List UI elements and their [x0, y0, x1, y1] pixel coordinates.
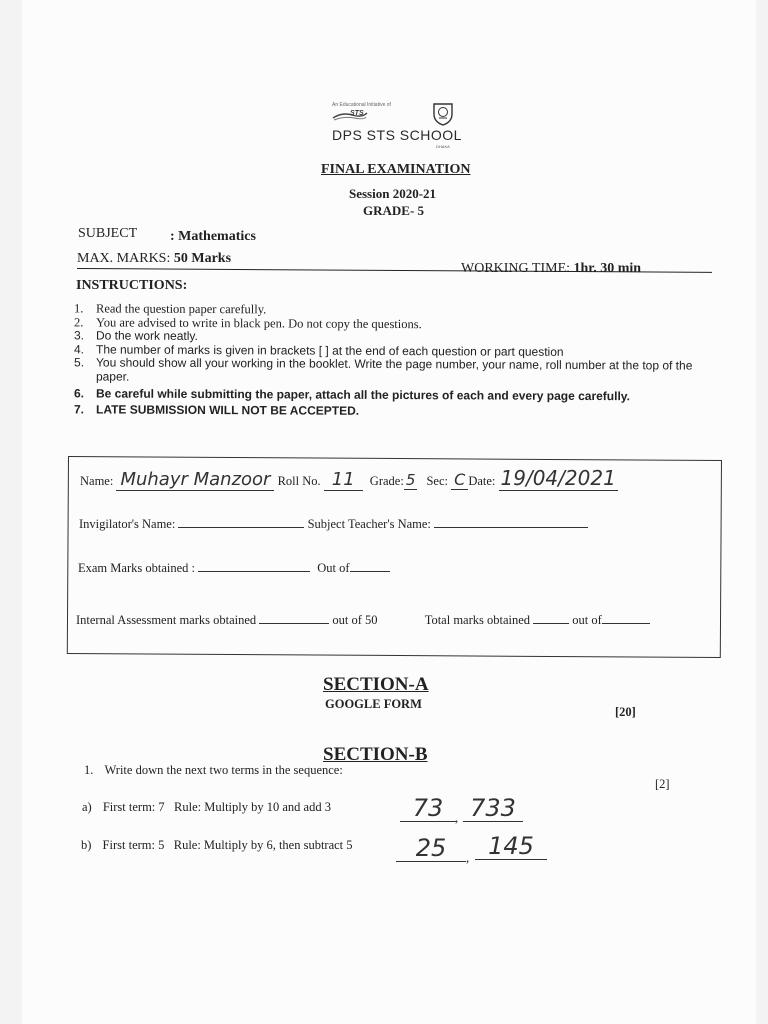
- section-a-marks: [20]: [615, 705, 636, 719]
- part-a-comma: ,: [455, 810, 459, 825]
- instruction-item: 4. The number of marks is given in brackets [ ] at the end of each question or part question: [73, 341, 564, 359]
- instruction-item: 6. Be careful while submitting the paper, attach all the pictures of each and every page carefully.: [73, 386, 630, 404]
- max-marks-value: 50 Marks: [173, 251, 232, 266]
- instruction-item: 7. LATE SUBMISSION WILL NOT BE ACCEPTED.: [73, 401, 360, 418]
- date-value[interactable]: 19/04/2021: [500, 466, 616, 490]
- section-a-title: SECTION-A: [323, 674, 429, 695]
- roll-value[interactable]: 11: [324, 469, 363, 491]
- question-1-number: 1.: [84, 763, 94, 777]
- working-time: [461, 261, 641, 277]
- section-a-subtitle: GOOGLE FORM: [325, 697, 422, 711]
- exam-session: Session 2020-21: [349, 186, 437, 201]
- school-name: DPS STS SCHOOL: [332, 127, 462, 143]
- subject-value: : Mathematics: [170, 229, 256, 244]
- grade-value[interactable]: 5: [405, 471, 416, 489]
- exam-title: FINAL EXAMINATION: [321, 162, 471, 177]
- total-field[interactable]: [533, 611, 569, 624]
- total-out-of-field[interactable]: [602, 611, 650, 624]
- logo-mark: STS: [350, 110, 364, 117]
- exam-out-of-field[interactable]: [350, 559, 390, 572]
- part-a-answer-2[interactable]: 733: [463, 795, 523, 822]
- internal-label: Internal Assessment marks obtained: [76, 613, 257, 627]
- max-marks: [77, 251, 231, 267]
- grade-label: Grade:: [369, 474, 404, 488]
- instruction-item: 3. Do the work neatly.: [73, 328, 198, 343]
- logo-tagline: An Educational Initiative of: [332, 102, 391, 108]
- invigilator-row: [79, 515, 588, 532]
- out-of-50-label: out of 50: [332, 613, 378, 627]
- working-time-value: 1hr. 30 min: [573, 261, 642, 276]
- part-b-label: b): [81, 838, 92, 852]
- internal-field[interactable]: [259, 611, 329, 624]
- name-value[interactable]: Muhayr Manzoor: [116, 469, 274, 491]
- subject-label: SUBJECT: [78, 226, 138, 241]
- question-1-marks: [2]: [655, 777, 670, 791]
- total-out-of-label: out of: [572, 613, 602, 627]
- exam-grade: GRADE- 5: [363, 203, 425, 218]
- name-row: [80, 466, 618, 490]
- instruction-item: 2. You are advised to write in black pen. Do not copy the questions.: [73, 314, 422, 331]
- sec-label: Sec:: [426, 474, 449, 488]
- exam-marks-field[interactable]: [198, 559, 310, 572]
- exam-marks-label: Exam Marks obtained :: [78, 561, 195, 575]
- part-a-text: First term: 7 Rule: Multiply by 10 and add 3: [102, 800, 331, 814]
- working-time-label: WORKING TIME:: [461, 261, 571, 276]
- teacher-label: Subject Teacher's Name:: [307, 517, 431, 531]
- part-b: [81, 838, 353, 853]
- question-1-text: Write down the next two terms in the sequence:: [104, 763, 343, 777]
- part-b-answer-1[interactable]: 25: [396, 835, 466, 862]
- date-label: Date:: [468, 474, 496, 488]
- max-marks-label: MAX. MARKS:: [77, 251, 171, 266]
- invigilator-label: Invigilator's Name:: [79, 517, 176, 531]
- section-b-title: SECTION-B: [323, 744, 428, 765]
- question-1: [84, 763, 343, 778]
- exam-out-of-label: Out of: [317, 561, 350, 575]
- school-crest-icon: [430, 100, 456, 126]
- exam-marks-row: [78, 559, 390, 576]
- part-a: [82, 800, 331, 815]
- school-city: DHAKA: [436, 144, 450, 149]
- instruction-item: 5. You should show all your working in the booklet. Write the page number, your name, roll number at the top of the paper.: [74, 355, 693, 384]
- roll-label: Roll No.: [277, 474, 321, 488]
- part-b-comma: ,: [466, 850, 470, 865]
- part-b-answer-2[interactable]: 145: [475, 833, 547, 860]
- part-a-label: a): [82, 800, 92, 814]
- teacher-field[interactable]: [434, 515, 588, 528]
- part-a-answer-1[interactable]: 73: [400, 795, 456, 822]
- total-label: Total marks obtained: [424, 613, 531, 627]
- instructions-heading: INSTRUCTIONS:: [76, 278, 188, 293]
- invigilator-field[interactable]: [178, 515, 304, 528]
- instructions-list: [73, 301, 714, 418]
- sec-value[interactable]: C: [451, 470, 468, 490]
- name-label: Name:: [80, 474, 114, 488]
- internal-row: [76, 611, 650, 628]
- instruction-item: 1. Read the question paper carefully.: [73, 301, 267, 317]
- part-b-text: First term: 5 Rule: Multiply by 6, then subtract 5: [102, 838, 353, 852]
